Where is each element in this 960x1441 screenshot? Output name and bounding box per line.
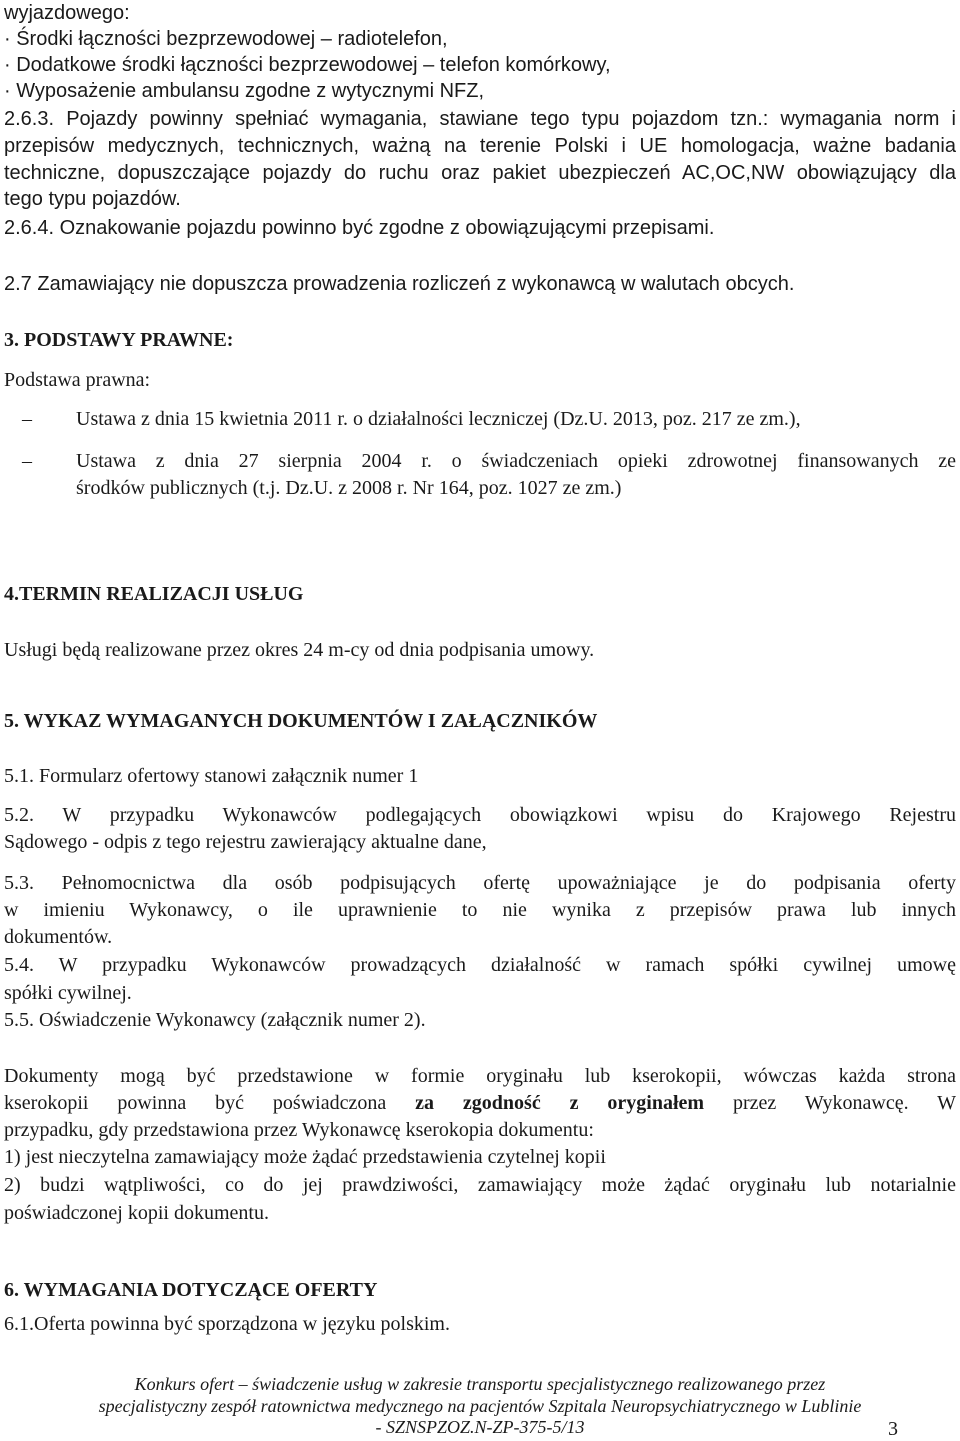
intro-bullet-equipment: · Wyposażenie ambulansu zgodne z wytycznymi NFZ, xyxy=(4,80,484,102)
intro-bullet-phone: · Dodatkowe środki łączności bezprzewodowej – telefon komórkowy, xyxy=(4,54,611,76)
documents-line-1: Dokumenty mogą być przedstawione w formie oryginału lub kserokopii, wówczas każda strona xyxy=(4,1065,956,1087)
item-5-3-line-3: dokumentów. xyxy=(4,926,113,948)
paragraph-2-6-4: 2.6.4. Oznakowanie pojazdu powinno być zgodne z obowiązującymi przepisami. xyxy=(4,217,715,239)
section-4-text: Usługi będą realizowane przez okres 24 m-cy od dnia podpisania umowy. xyxy=(4,639,595,661)
page-number: 3 xyxy=(888,1418,898,1440)
documents-line-6: poświadczonej kopii dokumentu. xyxy=(4,1202,269,1224)
footer-line-3: - SZNSPZOZ.N-ZP-375-5/13 xyxy=(375,1417,585,1437)
paragraph-2-6-3-line-2: przepisów medycznych, technicznych, ważną na terenie Polski i UE homologacja, ważne badania xyxy=(4,135,956,157)
paragraph-2-6-3-line-3: techniczne, dopuszczające pojazdy do ruchu oraz pakiet ubezpieczeń AC,OC,NW obowiązujący dla xyxy=(4,162,956,184)
item-5-3-line-1: 5.3. Pełnomocnictwa dla osób podpisujących ofertę upoważniające je do podpisania oferty xyxy=(4,872,956,894)
documents-line-2 xyxy=(4,1090,956,1116)
footer-line-1: Konkurs ofert – świadczenie usług w zakresie transportu specjalistycznego realizowanego przez xyxy=(134,1374,826,1394)
item-5-1: 5.1. Formularz ofertowy stanowi załącznik numer 1 xyxy=(4,765,419,787)
item-5-4-line-1: 5.4. W przypadku Wykonawców prowadzących działalność w ramach spółki cywilnej umowę xyxy=(4,954,956,976)
paragraph-2-7: 2.7 Zamawiający nie dopuszcza prowadzenia rozliczeń z wykonawcą w walutach obcych. xyxy=(4,273,795,295)
item-5-4-line-2: spółki cywilnej. xyxy=(4,982,132,1004)
legal-basis-item-2-line-2: środków publicznych (t.j. Dz.U. z 2008 r. Nr 164, poz. 1027 ze zm.) xyxy=(76,477,622,499)
documents-line-2-end: przez Wykonawcę. W xyxy=(704,1092,956,1114)
section-3-lead: Podstawa prawna: xyxy=(4,369,151,391)
documents-condition-2: 2) budzi wątpliwości, co do jej prawdziwości, zamawiający może żądać oryginału lub notarialnie xyxy=(4,1174,956,1196)
section-6-heading: 6. WYMAGANIA DOTYCZĄCE OFERTY xyxy=(4,1279,378,1301)
intro-line-1: wyjazdowego: xyxy=(4,2,130,24)
paragraph-2-6-3-line-4: tego typu pojazdów. xyxy=(4,188,181,210)
item-6-1: 6.1.Oferta powinna być sporządzona w języku polskim. xyxy=(4,1313,450,1335)
item-5-2-line-1: 5.2. W przypadku Wykonawców podlegających obowiązkowi wpisu do Krajowego Rejestru xyxy=(4,804,956,826)
legal-basis-item-2-line-1: Ustawa z dnia 27 sierpnia 2004 r. o świadczeniach opieki zdrowotnej finansowanych ze xyxy=(76,450,956,472)
documents-line-3: przypadku, gdy przedstawiona przez Wykonawcę kserokopia dokumentu: xyxy=(4,1119,594,1141)
documents-line-2-start: kserokopii powinna być poświadczona xyxy=(4,1092,416,1114)
documents-condition-1: 1) jest nieczytelna zamawiający może żądać przedstawienia czytelnej kopii xyxy=(4,1146,606,1168)
paragraph-2-6-3-line-1: 2.6.3. Pojazdy powinny spełniać wymagania, stawiane tego typu pojazdom tzn.: wymagania norm i xyxy=(4,108,956,130)
footer-line-2: specjalistyczny zespół ratownictwa medycznego na pacjentów Szpitala Neuropsychiatrycznego w Lublinie xyxy=(98,1396,862,1416)
section-3-heading: 3. PODSTAWY PRAWNE: xyxy=(4,329,234,351)
section-5-heading: 5. WYKAZ WYMAGANYCH DOKUMENTÓW I ZAŁĄCZNIKÓW xyxy=(4,710,598,732)
certified-copy-phrase: za zgodność z oryginałem xyxy=(415,1092,705,1114)
list-dash-1: – xyxy=(22,408,32,430)
item-5-2-line-2: Sądowego - odpis z tego rejestru zawierający aktualne dane, xyxy=(4,831,487,853)
item-5-5: 5.5. Oświadczenie Wykonawcy (załącznik numer 2). xyxy=(4,1009,426,1031)
legal-basis-item-1: Ustawa z dnia 15 kwietnia 2011 r. o działalności leczniczej (Dz.U. 2013, poz. 217 ze zm.), xyxy=(76,408,801,430)
section-4-heading: 4.TERMIN REALIZACJI USŁUG xyxy=(4,583,304,605)
intro-bullet-radio: · Środki łączności bezprzewodowej – radiotelefon, xyxy=(4,28,448,50)
list-dash-2: – xyxy=(22,450,32,472)
item-5-3-line-2: w imieniu Wykonawcy, o ile uprawnienie to nie wynika z przepisów prawa lub innych xyxy=(4,899,956,921)
